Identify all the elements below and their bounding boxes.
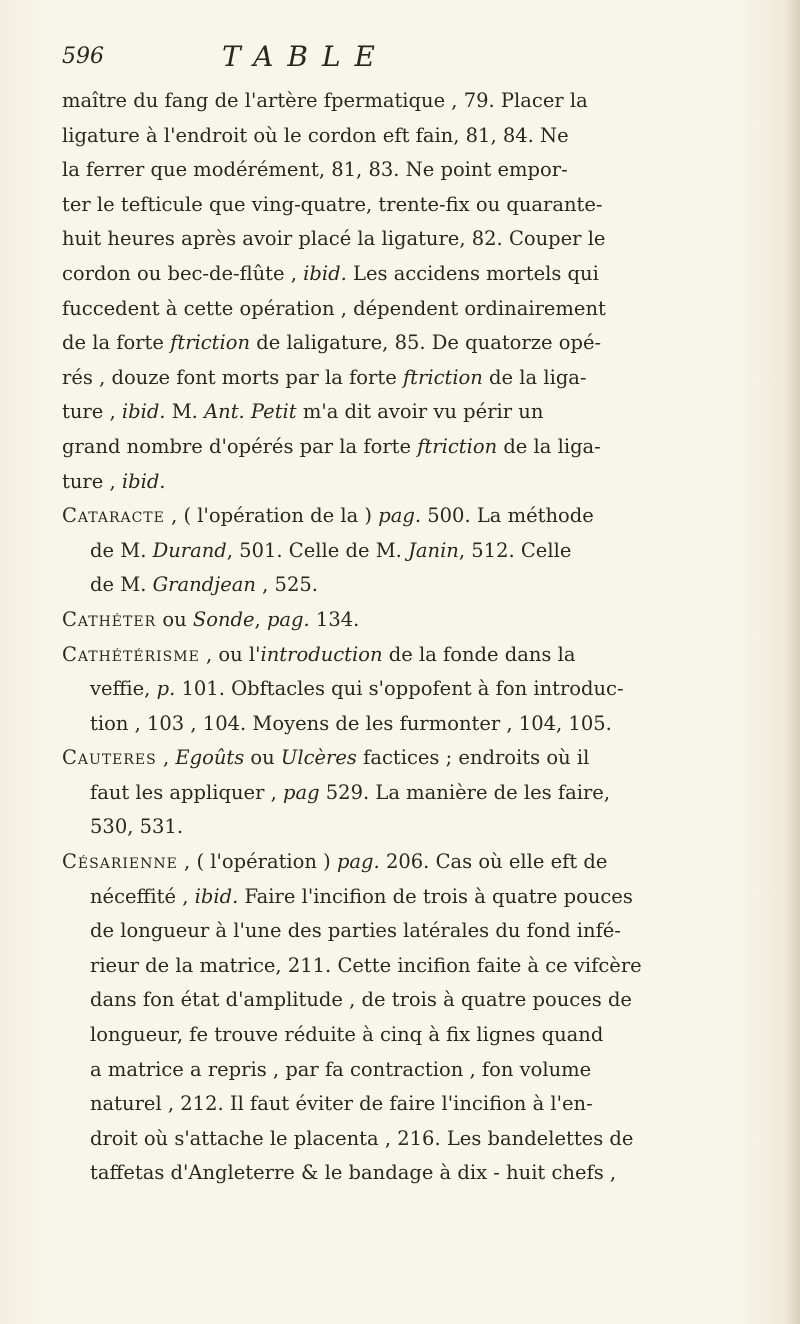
text-line	[62, 499, 672, 534]
text-segment: m'a dit avoir vu périr un	[296, 400, 544, 424]
italic-text: pag.	[336, 850, 380, 874]
text-segment: la ferrer que modérément, 81, 83. Ne point empor-	[62, 158, 568, 182]
page-number: 596	[62, 44, 104, 69]
text-segment: ture ,	[62, 400, 122, 424]
text-segment: ,	[254, 607, 267, 631]
text-segment: M.	[165, 400, 205, 424]
entry-term: Cathéter	[62, 607, 157, 631]
italic-text: Grandjean	[152, 573, 256, 597]
italic-text: pag.	[266, 607, 310, 631]
italic-text: ftriction	[402, 365, 483, 389]
text-segment: fuccedent à cette opération , dépendent ordinairement	[62, 296, 606, 320]
text-line	[62, 188, 672, 223]
text-segment: de M.	[90, 573, 153, 597]
text-segment: naturel , 212. Il faut éviter de faire l'incifion à l'en-	[90, 1092, 593, 1116]
text-line	[62, 1156, 672, 1191]
text-segment: longueur, fe trouve réduite à cinq à fix lignes quand	[90, 1023, 604, 1047]
italic-text: ibid.	[194, 884, 239, 908]
text-line	[62, 84, 672, 119]
text-segment: ter le tefticule que ving-quatre, trente-fix ou quarante-	[62, 192, 603, 216]
text-line	[62, 880, 672, 915]
text-segment: de laligature, 85. De quatorze opé-	[250, 331, 602, 355]
text-line	[62, 222, 672, 257]
entry-term: Cataracte	[62, 504, 165, 528]
text-segment: ligature à l'endroit où le cordon eft fain, 81, 84. Ne	[62, 123, 569, 147]
text-line	[62, 119, 672, 154]
text-segment: 500. La méthode	[421, 504, 594, 528]
entry-term: Césarienne	[62, 850, 178, 874]
italic-text: ibid.	[121, 400, 166, 424]
text-segment: veffie,	[90, 677, 157, 701]
text-segment: 134.	[309, 607, 360, 631]
text-segment: , 512. Celle	[458, 538, 572, 562]
text-segment: 529. La manière de les faire,	[319, 780, 611, 804]
text-segment: , ou l'	[199, 642, 261, 666]
text-segment: de la forte	[62, 331, 171, 355]
text-segment: ou	[244, 746, 281, 770]
italic-text: pag.	[378, 504, 422, 528]
text-segment: rieur de la matrice, 211. Cette incifion faite à ce vifcère	[90, 953, 642, 977]
running-title: TABLE	[222, 40, 389, 73]
text-line	[62, 568, 672, 603]
italic-text: p.	[156, 677, 176, 701]
italic-text: ftriction	[417, 434, 498, 458]
italic-text: ibid.	[121, 469, 166, 493]
text-segment: , ( l'opération de la )	[164, 504, 379, 528]
text-line	[62, 707, 672, 742]
text-segment: , 525.	[255, 573, 318, 597]
italic-text: pag	[282, 780, 320, 804]
italic-text: ftriction	[170, 331, 251, 355]
text-line	[62, 1087, 672, 1122]
text-line	[62, 430, 672, 465]
text-segment: maître du fang de l'artère fpermatique , 79. Placer la	[62, 89, 588, 112]
text-segment: 206. Cas où elle eft de	[379, 850, 608, 874]
text-segment: 101. Obftacles qui s'oppofent à fon introduc-	[175, 677, 624, 701]
text-segment: 530, 531.	[90, 815, 184, 839]
text-segment: dans fon état d'amplitude , de trois à quatre pouces de	[90, 988, 632, 1012]
text-segment: droit où s'attache le placenta , 216. Les bandelettes de	[90, 1126, 634, 1150]
text-segment: de la fonde dans la	[382, 642, 576, 666]
entry-term: Cauteres	[62, 746, 157, 770]
italic-text: introduction	[260, 642, 383, 666]
text-segment: de M.	[90, 538, 153, 562]
text-line	[62, 914, 672, 949]
text-segment: faut les appliquer ,	[90, 780, 283, 804]
entry-term: Cathétérisme	[62, 642, 200, 666]
italic-text: Ant. Petit	[204, 400, 297, 424]
text-segment: ou	[156, 607, 193, 631]
text-segment: de la liga-	[482, 365, 587, 389]
italic-text: Durand	[152, 538, 227, 562]
text-line	[62, 638, 672, 673]
text-line	[62, 672, 672, 707]
italic-text: ibid.	[303, 261, 347, 285]
italic-text: Sonde	[192, 607, 255, 631]
text-line	[62, 153, 672, 188]
italic-text: Janin	[408, 538, 459, 562]
text-line	[62, 326, 672, 361]
text-segment: rés , douze font morts par la forte	[62, 365, 403, 389]
text-segment: Faire l'incifion de trois à quatre pouces	[238, 884, 633, 908]
text-segment: ture ,	[62, 469, 122, 493]
text-segment: Les accidens mortels qui	[346, 261, 599, 285]
italic-text: Egoûts	[175, 746, 245, 770]
text-segment: a matrice a repris , par fa contraction , fon volume	[90, 1057, 592, 1081]
text-line	[62, 776, 672, 811]
text-segment: tion , 103 , 104. Moyens de les furmonter , 104, 105.	[90, 711, 612, 735]
text-segment: néceffité ,	[90, 884, 195, 908]
text-segment: taffetas d'Angleterre & le bandage à dix - huit chefs ,	[90, 1161, 617, 1185]
text-line	[62, 949, 672, 984]
text-line	[62, 1018, 672, 1053]
text-line	[62, 395, 672, 430]
text-segment: , 501. Celle de M.	[226, 538, 409, 562]
text-line	[62, 1053, 672, 1088]
page-spine-shadow	[784, 0, 800, 1324]
text-line	[62, 741, 672, 776]
text-line	[62, 534, 672, 569]
page-header	[62, 40, 682, 80]
text-segment: factices ; endroits où il	[356, 746, 590, 770]
text-segment: de longueur à l'une des parties latérales du fond infé-	[90, 919, 621, 943]
text-line	[62, 292, 672, 327]
text-line	[62, 257, 672, 292]
text-segment: huit heures après avoir placé la ligature, 82. Couper le	[62, 227, 606, 251]
text-segment: cordon ou bec-de-flûte ,	[62, 261, 304, 285]
text-line	[62, 361, 672, 396]
text-line	[62, 983, 672, 1018]
text-segment: grand nombre d'opérés par la forte	[62, 434, 418, 458]
text-line	[62, 1122, 672, 1157]
text-segment: , ( l'opération )	[177, 850, 337, 874]
text-line	[62, 465, 672, 500]
text-line	[62, 603, 672, 638]
text-segment: de la liga-	[497, 434, 601, 458]
index-text-block	[62, 84, 672, 1191]
text-line	[62, 845, 672, 880]
text-line	[62, 810, 672, 845]
italic-text: Ulcères	[280, 746, 357, 770]
text-segment: ,	[156, 746, 176, 770]
